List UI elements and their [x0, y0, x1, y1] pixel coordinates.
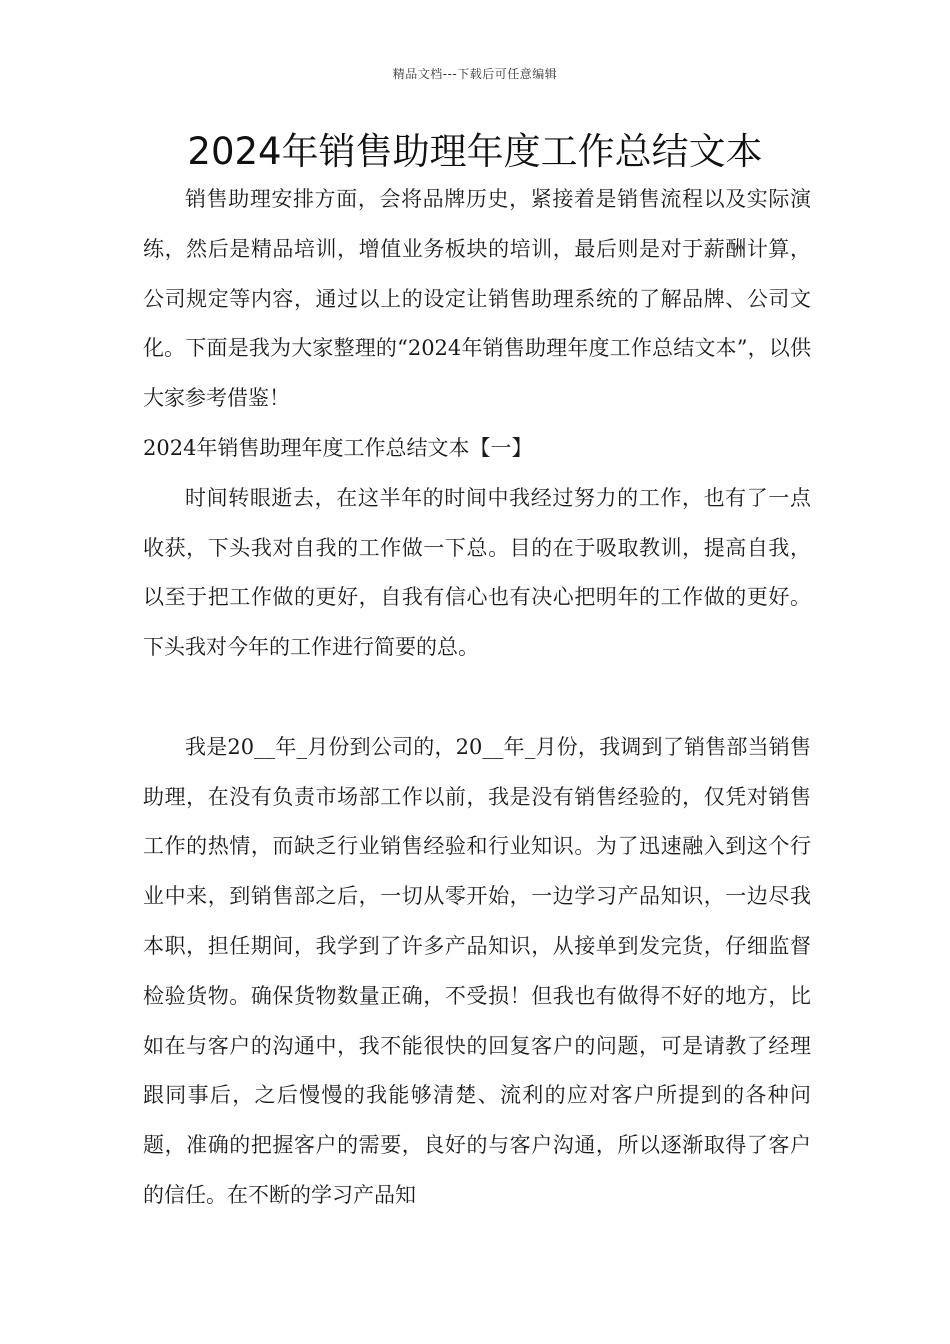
section-heading: 2024年销售助理年度工作总结文本【一】 — [143, 435, 533, 460]
paragraph-spacer — [143, 673, 811, 723]
header-note: 精品文档---下载后可任意编辑 — [392, 67, 558, 81]
intro-paragraph: 销售助理安排方面，会将品牌历史，紧接着是销售流程以及实际演练，然后是精品培训，增值业务板块的培训，最后则是对于薪酬计算，公司规定等内容，通过以上的设定让销售助理系统的了解品牌、公司文化。下面是我为大家整理的“2024年销售助理年度工作总结文本”，以供大家参考借鉴！ — [143, 187, 811, 411]
body-paragraph-1: 时间转眼逝去，在这半年的时间中我经过努力的工作，也有了一点收获，下头我对自我的工作做一下总。目的在于吸取教训，提高自我，以至于把工作做的更好，自我有信心也有决心把明年的工作做的更好。下头我对今年的工作进行简要的总。 — [143, 485, 811, 660]
document-body — [143, 175, 811, 1221]
body-paragraph-2: 我是20__年_月份到公司的，20__年_月份，我调到了销售部当销售助理，在没有负责市场部工作以前，我是没有销售经验的，仅凭对销售工作的热情，而缺乏行业销售经验和行业知识。为了迅速融入到这个行业中来，到销售部之后，一切从零开始，一边学习产品知识，一边尽我本职，担任期间，我学到了许多产品知识，从接单到发完货，仔细监督检验货物。确保货物数量正确，不受损！但我也有做得不好的地方，比如在与客户的沟通中，我不能很快的回复客户的问题，可是请教了经理跟同事后，之后慢慢的我能够清楚、流利的应对客户所提到的各种问题，准确的把握客户的需要，良好的与客户沟通，所以逐渐取得了客户的信任。在不断的学习产品知 — [143, 734, 811, 1207]
document-title: 2024年销售助理年度工作总结文本 — [187, 130, 763, 173]
